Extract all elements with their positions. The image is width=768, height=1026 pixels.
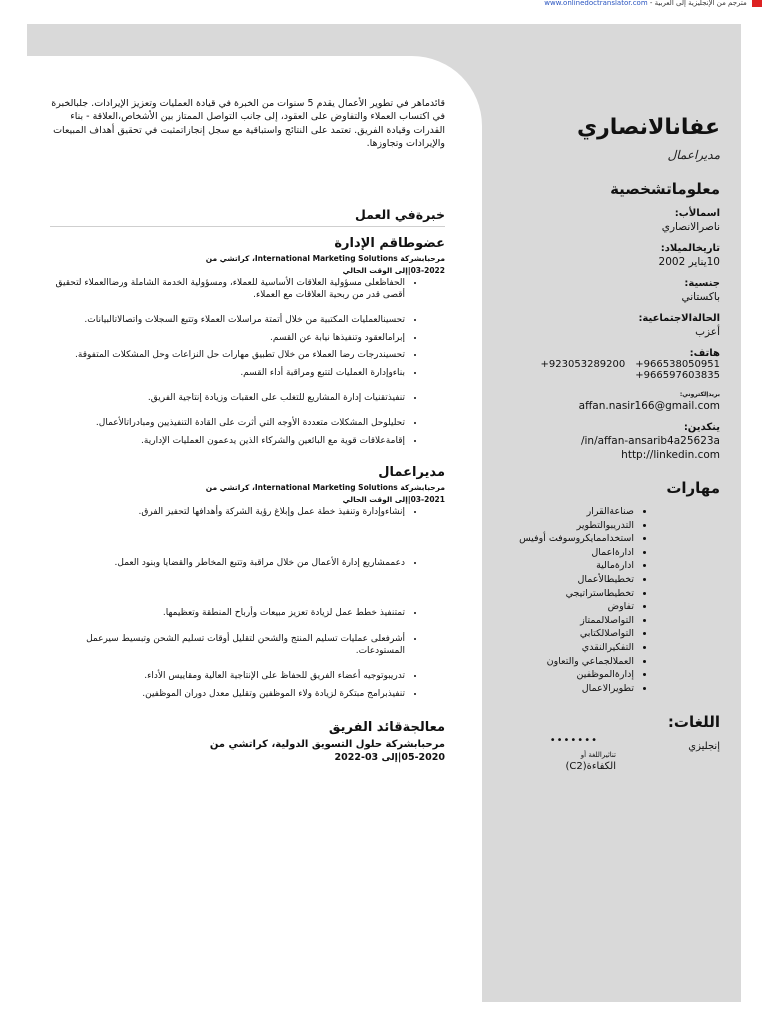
language-level	[565, 751, 616, 772]
job-bullet: • تحسيندرجات رضا العملاء من خلال تطبيق مهارات حل النزاعات وحل المشكلات المتفوقة.	[50, 349, 405, 361]
nationality-label: جنسية:	[684, 278, 720, 289]
job-title: مديراعمال	[378, 465, 445, 481]
job-bullet: • تحسينالعمليات المكتبية من خلال أتمتة مراسلات العملاء وتتبع السجلات واتصالاتالبيانات.	[50, 314, 405, 326]
translation-source-link[interactable]: www.onlinedoctranslator.com	[544, 0, 648, 7]
job-entry	[50, 720, 445, 763]
skill-item: • التدريبوالتطوير	[510, 519, 634, 533]
job-bullet: • إقامةعلاقات قوية مع البائعين والشركاء الذين يدعمون العمليات الإدارية.	[50, 435, 405, 447]
job-entry	[50, 236, 445, 448]
job-bullet: • بناءوإدارة العمليات لتتبع ومراقبة أداء القسم.	[50, 367, 405, 379]
section-divider	[50, 226, 445, 227]
skill-item: • التفكيرالنقدي	[510, 641, 634, 655]
job-bullet: • إبرامالعقود وتنفيذها نيابة عن القسم.	[50, 332, 405, 344]
job-bullet: • تنفيذبرامج مبتكرة لزيادة ولاء الموظفين وتقليل معدل دوران الموظفين.	[50, 688, 405, 700]
language-rating-dots: •••••••	[549, 735, 598, 747]
language-name: إنجليزي	[688, 741, 720, 753]
dob-value: 10يناير 2002	[658, 256, 720, 268]
pdf-icon	[752, 0, 762, 7]
job-bullets	[50, 277, 445, 448]
job-date: 05-2020|إلى 03-2022	[334, 752, 445, 764]
email-value[interactable]: affan.nasir166@gmail.com	[578, 400, 720, 412]
skill-item: • التواصلالكتابي	[510, 627, 634, 641]
email-field	[510, 391, 720, 412]
skill-item: • تخطيطاستراتيجي	[510, 587, 634, 601]
job-bullet: • تنفيذتقنيات إدارة المشاريع للتغلب على العقبات وزيادة إنتاجية الفريق.	[50, 392, 405, 404]
skill-item: • تفاوض	[510, 600, 634, 614]
sidebar	[510, 115, 720, 783]
job-bullet: • دعممشاريع إدارة الأعمال من خلال مراقبة وتتبع المخاطر والقضايا وبنود العمل.	[50, 557, 405, 569]
job-title: معالجةقائد الفريق	[328, 720, 445, 736]
skill-item: • استخداممايكروسوفت أوفيس	[510, 532, 634, 546]
language-level-value: الكفاءة(C2)	[565, 761, 616, 773]
marital-value: أعزب	[695, 326, 720, 338]
father-value: ناصرالانصاري	[661, 221, 720, 233]
translation-source-text: مترجم من الإنجليزية إلى العربية -	[647, 0, 747, 7]
linkedin-handle[interactable]: /in/affan-ansarib4a25623a	[580, 435, 720, 447]
skill-item: • ادارةاعمال	[510, 546, 634, 560]
phone-field	[510, 348, 720, 381]
job-company: مرحبابشركة International Marketing Solutions، كراتشي من	[205, 253, 445, 263]
nationality-field	[510, 278, 720, 303]
skill-item: • التواصلالممتاز	[510, 614, 634, 628]
skill-item: • العملالجماعي والتعاون	[510, 655, 634, 669]
job-bullet: • تمتنفيذ خطط عمل لزيادة تعزيز مبيعات وأرباح المنطقة وتعظيمها.	[50, 607, 405, 619]
linkedin-link[interactable]: http://linkedin.com	[621, 449, 720, 461]
marital-label: الحالةالاجتماعية:	[638, 313, 720, 324]
nationality-value: باكستاني	[681, 291, 720, 303]
job-date: 03-2021|إلى الوقت الحالي	[342, 495, 445, 505]
personal-info-heading: معلوماتشخصية	[610, 180, 720, 198]
phone-label: هاتف:	[689, 348, 720, 359]
father-field	[510, 208, 720, 233]
father-label: اسمالأب:	[674, 208, 720, 219]
email-label: بريدإلكتروني:	[679, 391, 720, 398]
phone-number[interactable]: +923053289200	[540, 359, 626, 370]
language-level-label: تناثيراللغة أو	[580, 751, 616, 760]
person-name: عفانالانصاري	[576, 115, 720, 140]
person-role: مديراعمال	[667, 148, 720, 162]
language-item	[510, 737, 720, 783]
skill-item: • تخطيطالأعمال	[510, 573, 634, 587]
job-bullet: • تدريبوتوجيه أعضاء الفريق للحفاظ على الإنتاجية العالية ومقاييس الأداء.	[50, 670, 405, 682]
job-entry	[50, 465, 445, 700]
skill-item: • ادارةمالية	[510, 559, 634, 573]
linkedin-label: ينكدين:	[683, 422, 720, 433]
skill-item: • تطويرالاعمال	[510, 682, 634, 696]
job-bullet: • أشرفعلى عمليات تسليم المنتج والشحن لتقليل أوقات تسليم الشحن وتبسيط سيرعمل المستودعات.	[50, 633, 405, 658]
job-bullet: • الحفاظعلى مسؤولية العلاقات الأساسية للعملاء، ومسؤولية الخدمة الشاملة ورضاالعملاء لتحقيق أقصى قدر من ربحية العلاقات مع العملاء.	[50, 277, 405, 302]
job-bullet: • تحليلوحل المشكلات متعددة الأوجه التي أثرت على القادة التنفيذيين ومبادراتالأعمال.	[50, 417, 405, 429]
skill-item: • صناعةالقرار	[510, 505, 634, 519]
translation-bar	[0, 0, 768, 10]
main-content	[50, 97, 445, 763]
linkedin-field	[510, 422, 720, 461]
profile-summary: قائدماهر في تطوير الأعمال يقدم 5 سنوات من الخبرة في قيادة العمليات وتعزيز الإيرادات. جلبالخبرة في اكتساب العملاء والتفاوض على العقود، إلى جانب التواصل الممتاز بين الأشخاص،العلاقة - بناء القدرات وقيادة الفريق. تعتمد على النتائج واستباقية مع سجل إنجازاتمثبت في تحقيق أهداف المبيعات والإيرادات وتجاوزها.	[51, 98, 445, 150]
phone-number[interactable]: +966597603835	[635, 370, 720, 381]
translation-source	[544, 0, 762, 7]
job-date: 03-2022|إلى الوقت الحالي	[342, 265, 445, 275]
phone-number[interactable]: +966538050951	[635, 359, 720, 370]
job-bullet: • إنشاءوإدارة وتنفيذ خطة عمل وإبلاغ رؤية الشركة وأهدافها لتحفيز الفرق.	[50, 506, 405, 518]
languages-heading: اللغات:	[667, 713, 720, 732]
job-company: مرحبابشركة International Marketing Solutions، كراتشي من	[205, 483, 445, 493]
dob-label: تاريخالميلاد:	[660, 243, 720, 254]
skills-list	[510, 505, 720, 695]
skills-heading: مهارات	[666, 479, 720, 497]
phone-numbers	[510, 359, 720, 381]
skill-item: • إدارةالموظفين	[510, 668, 634, 682]
experience-heading: خبرةفي العمل	[354, 206, 445, 222]
job-bullets	[50, 506, 445, 700]
marital-field	[510, 313, 720, 338]
job-company: مرحبابشركة حلول التسويق الدولية، كراتشي من	[209, 739, 445, 751]
job-title: عضوطاقم الإدارة	[334, 235, 445, 251]
dob-field	[510, 243, 720, 268]
